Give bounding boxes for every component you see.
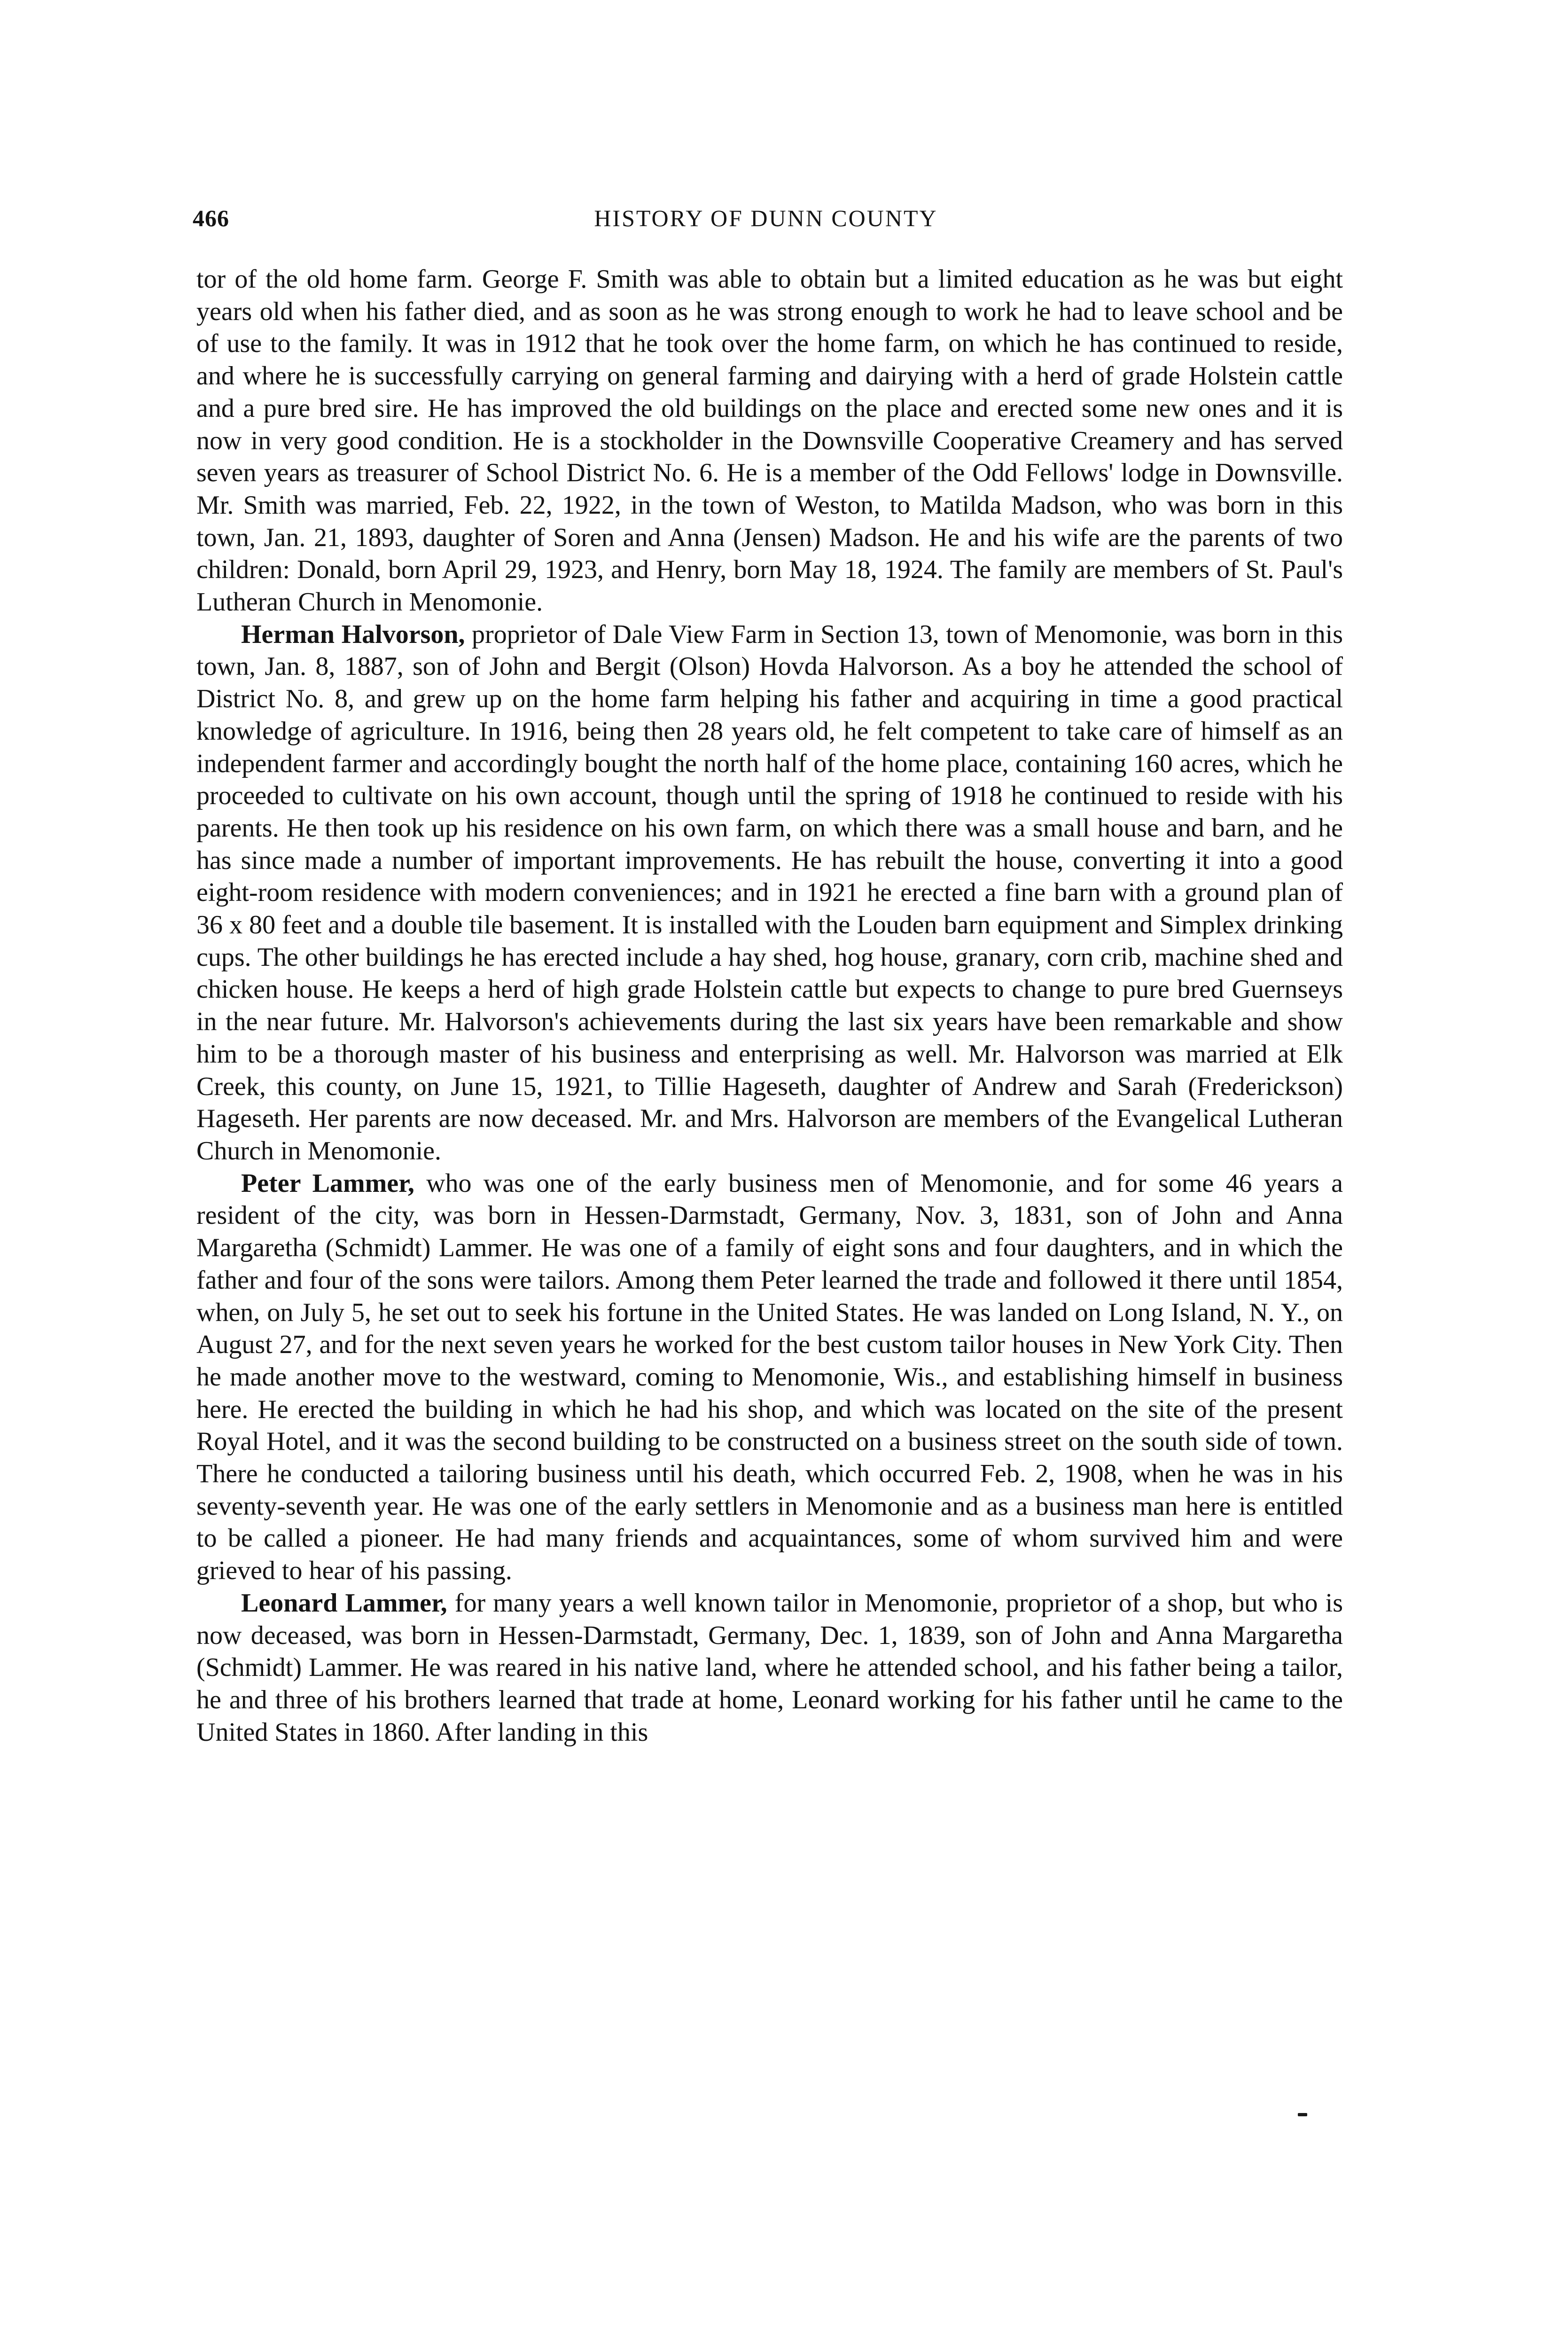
paragraph-text: for many years a well known tailor in Menomonie, proprietor of a shop, but who is now deceased, was born in Hessen-Darmstadt, Germany, Dec. 1, 1839, son of John and Anna Margaretha (Schmidt) Lammer. He was reared in his native land, where he attended school, and his father being a tailor, he and three of his brothers learned that trade at home, Leonard working for his father until he came to the United States in 1860. After landing in this [196, 1588, 1343, 1747]
running-head: HISTORY OF DUNN COUNTY [594, 205, 938, 231]
paragraph-herman-halvorson [196, 618, 1343, 1167]
paragraph-leonard-lammer [196, 1587, 1343, 1749]
paragraph-text: tor of the old home farm. George F. Smith was able to obtain but a limited education as he was but eight years old when his father died, and as soon as he was strong enough to work he had to leave school and be of use to the family. It was in 1912 that he took over the home farm, on which he has continued to reside, and where he is successfully carrying on general farming and dairying with a herd of grade Holstein cattle and a pure bred sire. He has improved the old buildings on the place and erected some new ones and it is now in very good condition. He is a stockholder in the Downsville Cooperative Creamery and has served seven years as treasurer of School District No. 6. He is a member of the Odd Fellows' lodge in Downsville. Mr. Smith was married, Feb. 22, 1922, in the town of Weston, to Matilda Madson, who was born in this town, Jan. 21, 1893, daughter of Soren and Anna (Jensen) Madson. He and his wife are the parents of two children: Donald, born April 29, 1923, and Henry, born May 18, 1924. The family are members of St. Paul's Lutheran Church in Menomonie. [196, 265, 1343, 617]
biography-name: Herman Halvorson, [241, 619, 465, 649]
biography-name: Peter Lammer, [241, 1168, 414, 1198]
page-number: 466 [193, 205, 229, 231]
biography-name: Leonard Lammer, [241, 1588, 447, 1618]
paragraph-peter-lammer [196, 1167, 1343, 1587]
paragraph-smith-continued [196, 263, 1343, 618]
paragraph-text: proprietor of Dale View Farm in Section 13, town of Menomonie, was born in this town, Jan. 8, 1887, son of John and Bergit (Olson) Hovda Halvorson. As a boy he attended the school of District No. 8, and grew up on the home farm helping his father and acquiring in time a good practical knowledge of agriculture. In 1916, being then 28 years old, he felt competent to take care of himself as an independent farmer and accordingly bought the north half of the home place, containing 160 acres, which he proceeded to cultivate on his own account, though until the spring of 1918 he continued to reside with his parents. He then took up his residence on his own farm, on which there was a small house and barn, and he has since made a number of important improvements. He has rebuilt the house, converting it into a good eight-room residence with modern conveniences; and in 1921 he erected a fine barn with a ground plan of 36 x 80 feet and a double tile basement. It is installed with the Louden barn equipment and Simplex drinking cups. The other buildings he has erected include a hay shed, hog house, granary, corn crib, machine shed and chicken house. He keeps a herd of high grade Holstein cattle but expects to change to pure bred Guernseys in the near future. Mr. Halvorson's achievements during the last six years have been remarkable and show him to be a thorough master of his business and enterprising as well. Mr. Halvorson was married at Elk Creek, this county, on June 15, 1921, to Tillie Hageseth, daughter of Andrew and Sarah (Frederickson) Hageseth. Her parents are now deceased. Mr. and Mrs. Halvorson are members of the Evangelical Lutheran Church in Menomonie. [196, 619, 1343, 1166]
body-text [196, 263, 1343, 1748]
printer-mark [1298, 2113, 1307, 2116]
page-header [193, 204, 1339, 237]
paragraph-text: who was one of the early business men of Menomonie, and for some 46 years a resident of the city, was born in Hessen-Darmstadt, Germany, Nov. 3, 1831, son of John and Anna Margaretha (Schmidt) Lammer. He was one of a family of eight sons and four daughters, and in which the father and four of the sons were tailors. Among them Peter learned the trade and followed it there until 1854, when, on July 5, he set out to seek his fortune in the United States. He was landed on Long Island, N. Y., on August 27, and for the next seven years he worked for the best custom tailor houses in New York City. Then he made another move to the westward, coming to Menomonie, Wis., and establishing himself in business here. He erected the building in which he had his shop, and which was located on the site of the present Royal Hotel, and it was the second building to be constructed on a business street on the south side of town. There he conducted a tailoring business until his death, which occurred Feb. 2, 1908, when he was in his seventy-seventh year. He was one of the early settlers in Menomonie and as a business man here is entitled to be called a pioneer. He had many friends and acquaintances, some of whom survived him and were grieved to hear of his passing. [196, 1168, 1343, 1586]
